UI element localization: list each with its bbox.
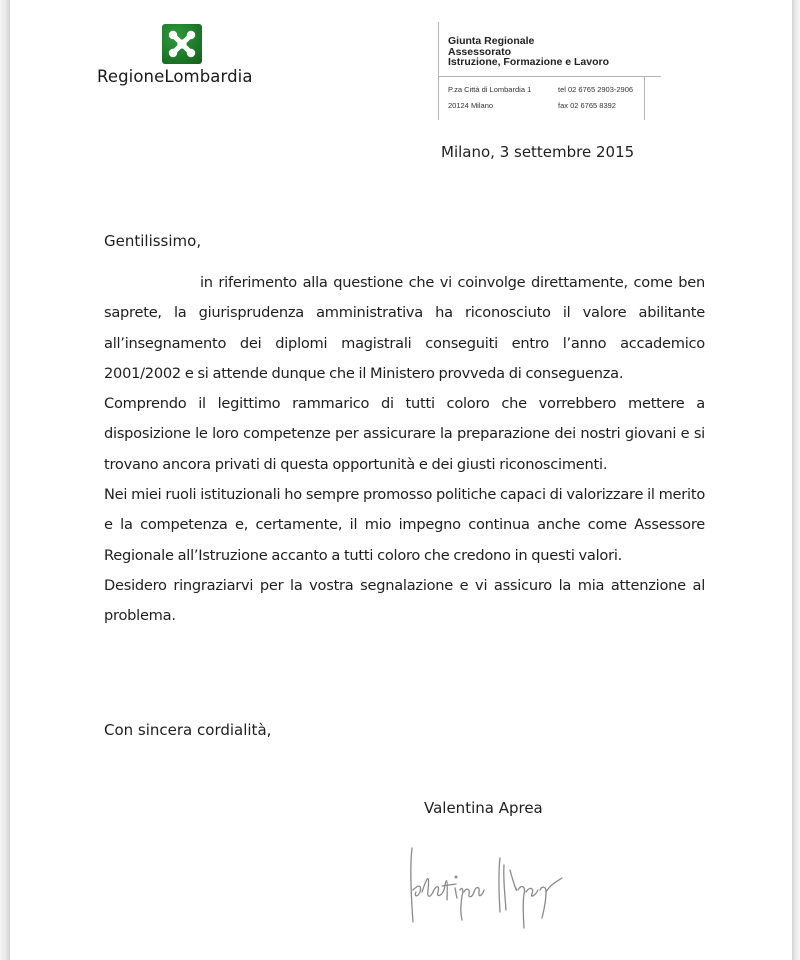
- organization-line: Giunta Regionale: [448, 35, 535, 47]
- letterhead-info-box: [438, 22, 661, 120]
- rosa-camuna-icon: [162, 24, 202, 64]
- letter-body: [104, 268, 705, 632]
- paragraph: Nei miei ruoli istituzionali ho sempre promosso politiche capaci di valorizzare il merito e la competenza e, certamente, il mio impegno continua anche come Assessore Regionale all’Istruzione accanto a tutti coloro che credono in questi valori.: [104, 486, 705, 564]
- signer-name: Valentina Aprea: [424, 799, 543, 817]
- organization-block: [448, 36, 609, 68]
- logo-text-regione: Regione: [97, 67, 165, 86]
- fax-number: fax 02 6765 8392: [558, 101, 616, 110]
- regione-lombardia-logo-icon: [162, 24, 202, 64]
- salutation: Gentilissimo,: [104, 232, 202, 250]
- phone-number: tel 02 6765 2903-2906: [558, 85, 634, 94]
- logo-text-lombardia: Lombardia: [164, 67, 253, 86]
- paragraph: Desidero ringraziarvi per la vostra segnalazione e vi assicuro la mia attenzione al problema.: [104, 576, 705, 625]
- paragraph: Comprendo il legittimo rammarico di tutti coloro che vorrebbero mettere a disposizione le loro competenze per assicurare la preparazione dei nostri giovani e si trovano ancora privati di questa opportunità e dei giusti riconoscimenti.: [104, 395, 705, 473]
- organization-line: Assessorato: [448, 45, 512, 58]
- signature-image: [400, 840, 590, 935]
- address-street: P.za Città di Lombardia 1: [448, 85, 532, 94]
- divider: [439, 76, 661, 77]
- letter-date: Milano, 3 settembre 2015: [441, 143, 635, 161]
- paragraph: in riferimento alla questione che vi coinvolge direttamente, come ben saprete, la giurisprudenza amministrativa ha riconosciuto il valore abilitante all’insegnamento dei diplomi magistrali conseguiti entro l’anno accademico 2001/2002 e si attende dunque che il Ministero provveda di conseguenza.: [104, 274, 705, 382]
- organization-line: Istruzione, Formazione e Lavoro: [448, 56, 610, 68]
- page-edge-left: [0, 0, 10, 960]
- divider: [644, 76, 645, 120]
- handwritten-signature: [400, 840, 590, 939]
- page-edge-right: [792, 0, 800, 960]
- address-city: 20124 Milano: [448, 101, 494, 110]
- closing: Con sincera cordialità,: [104, 721, 272, 739]
- logo-wordmark: [97, 67, 253, 86]
